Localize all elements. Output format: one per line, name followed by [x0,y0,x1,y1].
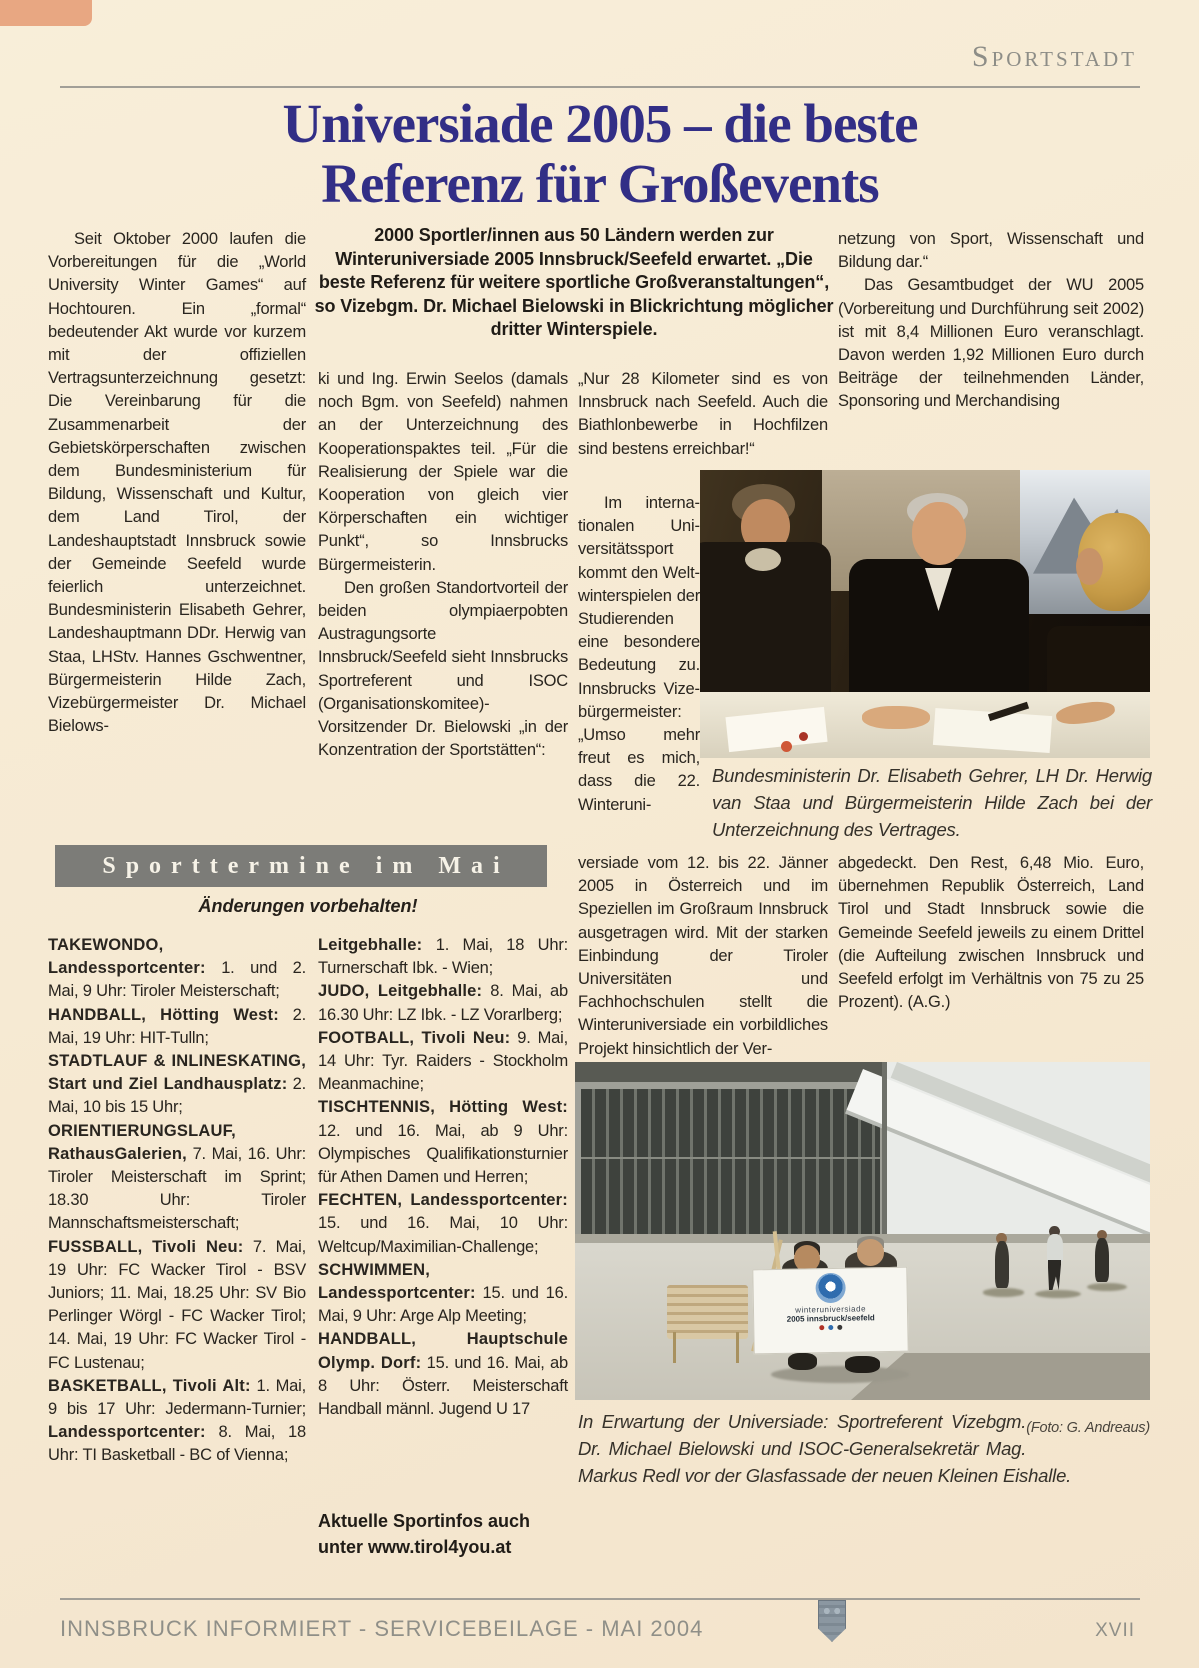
photo2-walker3 [1095,1238,1109,1282]
photo1-person1-scarf [745,548,781,571]
sport-event-item [48,1050,306,1120]
event-details: 12. und 16. Mai, ab 9 Uhr: Olympisches Qualifikationsturnier für Athen Damen und Herren; [318,1121,568,1187]
photo2-caption-text: In Erwartung der Universiade: Sportreferent Vizebgm. Dr. Michael Bielowski und ISOC-Generalsekretär Mag. Markus Redl vor der Glasfassade der neuen Kleinen Eishalle. [578,1411,1072,1486]
event-title: FOOTBALL, Tivoli Neu: [318,1028,511,1047]
sport-info-note: Aktuelle Sportinfos auch unter www.tirol4you.at [318,1511,531,1557]
photo1-person2-head [912,502,966,565]
event-details: 1. Mai, 9 bis 17 Uhr: Jedermann-Turnier; [48,1376,306,1419]
event-details: 15. und 16. Mai, 9 Uhr: Arge Alp Meeting; [318,1284,568,1326]
sport-event-item [318,1189,568,1259]
event-details: 1. und 2. Mai, 9 Uhr: Tiroler Meisterschaft; [48,959,306,1001]
photo2-facade-line [581,1157,880,1159]
photo1-flower [799,732,808,741]
photo2-roofline [575,1062,886,1082]
photo2-walker-shadow [1035,1290,1081,1298]
event-title: HANDBALL, Hauptschule Olymp. Dorf: [318,1330,568,1372]
event-title: FUSSBALL, Tivoli Neu: [48,1237,244,1256]
sport-event-item [48,934,306,1004]
innsbruck-coat-of-arms-icon [818,1600,846,1642]
footer-rule [60,1598,1140,1600]
sport-event-item [48,1375,306,1468]
photo1-hand [862,706,930,729]
scan-artifact [0,0,92,26]
footer-imprint: INNSBRUCK INFORMIERT - SERVICEBEILAGE - MAI 2004 [60,1616,704,1641]
article-lead-paragraph: 2000 Sportler/innen aus 50 Ländern werden zur Winteruniversiade 2005 Innsbruck/Seefeld erwartet. „Die beste Referenz für weitere sportliche Großveranstaltungen“, so Vizebgm. Dr. Michael Bielowski in Blickrichtung möglicher dritter Winterspiele. [314,225,834,339]
photo-signing-ceremony [700,470,1150,758]
article-column-3-narrow: Im internationalen Universitätssport kommt den Weltwinterspielen der Studierenden eine besondere Bedeutung zu. Innsbrucks Vizebürgermeister: „Umso mehr freut es mich, dass die 22. Winteruni- [578,494,700,814]
paragraph: netzung von Sport, Wissenschaft und Bildung dar.“ [838,230,1144,272]
sporttermine-banner-label: Sporttermine im Mai [102,852,510,879]
event-details: 2. Mai, 19 Uhr: HIT-Tulln; [48,1005,306,1047]
event-title: STADTLAUF & INLINESKATING, Start und Ziel Landhausplatz: [48,1052,306,1094]
event-title: SCHWIMMEN, Landessportcenter: [318,1260,476,1303]
photo2-shoes [845,1356,880,1373]
photo2-walker2 [1047,1234,1063,1261]
photo2-bench-leg [673,1332,676,1362]
paragraph: ki und Ing. Erwin Seelos (damals noch Bgm. von Seefeld) nahmen an der Unterzeichnung des Kooperationspaktes teil. „Für die Realisierung der Spiele war die Kooperation von gleich vier Körperschaften ein wichtiger Punkt“, so Innsbrucks Bürgermeisterin. [318,370,568,574]
article-column-3-bottom: versiade vom 12. bis 22. Jänner 2005 in Österreich und im Speziellen im Großraum Innsbruck ausgetragen wird. Mit der starken Einbindung der Tiroler Universitäten und Fachhochschulen stellt die Winteruniversiade ein vorbildliches Projekt hinsichtlich der Ver- [578,854,828,1058]
sport-event-item [318,1259,568,1329]
event-details: 15. und 16. Mai, ab 8 Uhr: Österr. Meisterschaft Handball männl. Jugend U 17 [318,1353,568,1419]
sport-event-item [318,1027,568,1097]
dot-black [838,1325,843,1330]
dot-blue [829,1325,834,1330]
sport-event-item [48,1236,306,1375]
event-list-column-2 [318,934,568,1421]
paragraph: Das Gesamtbudget der WU 2005 (Vorbereitung und Durchführung seit 2002) ist mit 8,4 Millionen Euro veranschlagt. Davon werden 1,92 Millionen Euro durch Beiträge der teilnehmenden Länder, Sponsoring und Merchandising [838,276,1144,411]
photo1-caption: Bundesministerin Dr. Elisabeth Gehrer, LH Dr. Herwig van Staa und Bürgermeisterin Hilde Zach bei der Unterzeichnung des Vertrages. [712,765,1152,840]
event-title: Leitgebhalle: [318,936,423,954]
page-title-line1: Universiade 2005 – die beste [282,93,918,154]
photo-ice-hall-plaza [575,1062,1150,1400]
banner-dots [820,1325,843,1330]
event-details: 9. Mai, 14 Uhr: Tyr. Raiders - Stockholm Meanmachine; [318,1028,568,1094]
event-title: HANDBALL, Hötting West: [48,1005,279,1024]
photo2-shadow [771,1366,909,1383]
header-rule [60,86,1140,88]
event-title: TISCHTENNIS, Hötting West: [318,1098,568,1117]
photo2-bench-leg [736,1332,739,1362]
section-label: Sportstadt [971,40,1137,73]
sporttermine-note: Änderungen vorbehalten! [198,896,418,916]
photo1-person3-face [1076,548,1103,585]
paragraph: Den großen Standortvorteil der beiden olympiaerpobten Austragungsorte Innsbruck/Seefeld sieht Innsbrucks Sportreferent und ISOC (Organisationskomitee)-Vorsitzender Dr. Bielowski „in der Konzentration der Sportstätten“: [318,578,568,760]
sport-event-item [318,1096,568,1189]
article-column-4-bottom: abgedeckt. Den Rest, 6,48 Mio. Euro, übernehmen Republik Österreich, Land Tirol und Stadt Innsbruck sowie die Gemeinde Seefeld jeweils zu einem Drittel (die Aufteilung zwischen Innsbruck und Seefeld erfolgt im Verhältnis von 75 zu 25 Prozent). (A.G.) [838,854,1144,1012]
event-title: JUDO, Leitgebhalle: [318,982,483,1001]
photo2-credit: (Foto: G. Andreaus) [1026,1420,1150,1436]
photo2-universiade-banner [753,1267,910,1354]
sport-event-item [318,980,568,1026]
page-title-line2: Referenz für Großevents [321,153,879,214]
page-title [100,94,1100,214]
banner-text-line1: winteruniversiade [795,1304,867,1315]
photo2-column [882,1062,887,1234]
article-column-2 [318,368,568,762]
event-title: FECHTEN, Landessportcenter: [318,1191,568,1210]
event-details: 7. Mai, 19 Uhr: FC Wacker Tirol - BSV Juniors; 11. Mai, 18.25 Uhr: SV Bio Perlinger Wörgl - FC Wacker Tirol; 14. Mai, 19 Uhr: FC Wacker Tirol - FC Lustenau; [48,1237,306,1372]
photo2-walker-shadow [983,1288,1023,1296]
event-details: 1. Mai, 18 Uhr: Turnerschaft Ibk. - Wien; [318,936,568,978]
photo2-walker-shadow [1087,1283,1127,1291]
event-title: Landessportcenter: [48,1423,206,1442]
event-title: ORIENTIERUNGSLAUF, RathausGalerien, [48,1121,236,1163]
photo2-caption [578,1408,1150,1489]
event-details: 8. Mai, 18 Uhr: TI Basketball - BC of Vienna; [48,1423,306,1465]
universiade-logo [815,1273,846,1304]
photo2-walker1 [995,1241,1009,1288]
article-column-4 [838,228,1144,414]
event-details: 7. Mai, 16. Uhr: Tiroler Meisterschaft im Sprint; 18.30 Uhr: Tiroler Mannschaftsmeisterschaft; [48,1144,306,1233]
sport-event-item [48,1004,306,1050]
event-details: 8. Mai, ab 16.30 Uhr: LZ Ibk. - LZ Vorarlberg; [318,982,568,1024]
photo2-glass-facade [581,1089,880,1238]
sport-event-item [48,1120,306,1236]
sport-event-item [318,1328,568,1421]
photo2-walker2-legs [1048,1260,1062,1290]
sport-event-item [318,934,568,980]
event-details: 2. Mai, 10 bis 15 Uhr; [48,1075,306,1117]
photo2-bench [667,1285,748,1339]
banner-text-line2: 2005 innsbruck/seefeld [786,1313,876,1324]
article-column-3-top: „Nur 28 Kilometer sind es von Innsbruck nach Seefeld. Auch die Biathlonbewerbe in Hochfilzen sind bestens erreichbar!“ [578,370,828,458]
sporttermine-banner [55,845,547,887]
dot-red [820,1325,825,1330]
event-title: BASKETBALL, Tivoli Alt: [48,1376,251,1395]
event-title: TAKEWONDO, Landessportcenter: [48,936,206,978]
event-details: 15. und 16. Mai, 10 Uhr: Weltcup/Maximilian-Challenge; [318,1214,568,1256]
photo2-shoes [788,1353,817,1370]
article-column-1: Seit Oktober 2000 laufen die Vorbereitungen für die „World University Winter Games“ auf Hochtouren. Ein „formal“ bedeutender Akt wurde vor kurzem mit der offiziellen Vertragsunterzeichnung gesetzt: Die Vereinbarung für die Zusammenarbeit der Gebietskörperschaften zwischen dem Bundesministerium für Bildung, Wissenschaft und Kultur, dem Land Tirol, der Landeshauptstadt Innsbruck sowie der Gemeinde Seefeld wurde feierlich unterzeichnet. Bundesministerin Elisabeth Gehrer, Landeshauptmann DDr. Herwig van Staa, LHStv. Hannes Gschwentner, Bürgermeisterin Hilde Zach, Vizebürgermeister Dr. Michael Bielows- [48,230,306,736]
page-number: XVII [1095,1620,1135,1641]
event-list-column-1 [48,934,306,1468]
